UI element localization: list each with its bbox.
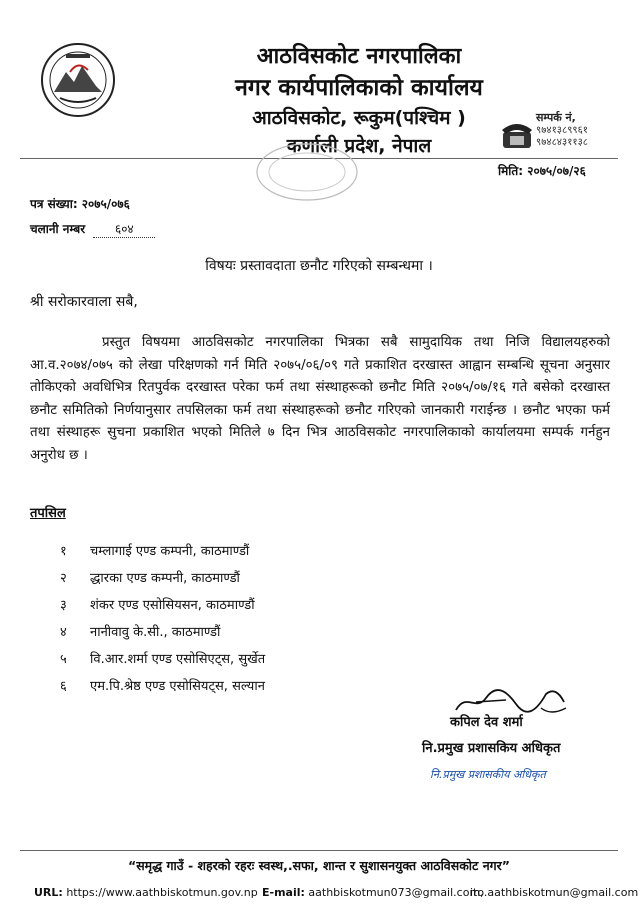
- contact-label: सम्पर्क नं,: [536, 111, 576, 124]
- list-item-number: ५: [60, 651, 67, 667]
- contact-number: ९७४१३८९९६१: [536, 125, 588, 136]
- footer-divider: [20, 850, 618, 851]
- signatory-title: नि.प्रमुख प्रशासकिय अधिकृत: [422, 741, 561, 756]
- email-link-secondary[interactable]: ito.aathbiskotmun@gmail.com: [470, 886, 638, 899]
- list-item-name: द्धारका एण्ड कम्पनी, काठमाण्डौं: [90, 570, 240, 586]
- list-item-name: चम्लागाई एण्ड कम्पनी, काठमाण्डौं: [90, 543, 250, 559]
- office-stamp: [252, 140, 362, 204]
- letter-date: मिति: २०७५/०७/२६: [498, 164, 586, 178]
- list-title: तपसिल: [30, 506, 66, 521]
- list-item-name: एम.पि.श्रेष्ठ एण्ड एसोसियट्स, सल्यान: [90, 678, 265, 694]
- footer-motto: “समृद्ध गाउँ - शहरको रहरः स्वस्थ,.सफा, शान्त र सुशासनयुक्त आठविसकोट नगर”: [127, 858, 510, 873]
- letter-body: [30, 332, 610, 467]
- list-item-number: २: [60, 570, 67, 586]
- list-item-name: नानीवावु के.सी., काठमाण्डौं: [90, 624, 221, 640]
- email-label: E-mail:: [262, 886, 305, 899]
- telephone-icon: [500, 120, 534, 150]
- list-item: [60, 617, 460, 644]
- letter-subject: विषयः प्रस्तावदाता छनौट गरिएको सम्बन्धमा ।: [205, 258, 433, 274]
- list-item: [60, 671, 460, 698]
- header-municipality: आठविसकोट नगरपालिका: [256, 44, 462, 69]
- letter-number: पत्र संख्या: २०७५/०७६: [30, 197, 130, 211]
- list-item-name: शंकर एण्ड एसोसियसन, काठमाण्डौं: [90, 597, 255, 613]
- list-item-number: १: [60, 543, 67, 559]
- list-item-number: ३: [60, 597, 67, 613]
- header-address: आठविसकोट, रूकुम(पश्चिम ): [252, 107, 466, 129]
- body-paragraph: प्रस्तुत विषयमा आठविसकोट नगरपालिका भित्रका सबै सामुदायिक तथा निजि विद्यालयहरुको आ.व.२०७४/०७५ को लेखा परिक्षणको गर्न मिति २०७५/०६/०९ गते प्रकाशित दरखास्त आह्वान सम्बन्धि सूचना अनुसार तोकिएको अवधिभित्र रितपुर्वक दरखास्त परेका फर्म तथा संस्थाहरूको छनौट मिति २०७५/०७/१६ गते बसेको दरखास्त छनौट समितिको निर्णयानुसार तपसिलका फर्म तथा संस्थाहरूको छनौट गरिएको जानकारी गराईन्छ । छनौट भएका फर्म तथा संस्थाहरू सुचना प्रकाशित भएको मितिले ७ दिन भित्र आठविसकोट नगरपालिकाको कार्यालयमा सम्पर्क गर्नहुन अनुरोध छ ।: [30, 335, 610, 463]
- dispatch-number: [30, 220, 155, 238]
- signatory-name: कपिल देव शर्मा: [450, 715, 523, 730]
- url-label: URL:: [34, 886, 63, 899]
- footer-url: [34, 886, 258, 899]
- footer-email: [262, 886, 484, 899]
- firm-list: [60, 536, 460, 698]
- contact-number: ९७४८४३११३८: [536, 137, 588, 148]
- list-item: [60, 590, 460, 617]
- header-province: कर्णाली प्रदेश, नेपाल: [286, 135, 432, 157]
- footer-email-secondary: [470, 886, 638, 899]
- salutation: श्री सरोकारवाला सबै,: [30, 294, 138, 310]
- list-item-number: ४: [60, 624, 67, 640]
- dispatch-label: चलानी नम्बर: [30, 222, 86, 236]
- list-item: [60, 536, 460, 563]
- contact-box: [536, 110, 618, 149]
- list-item: [60, 563, 460, 590]
- list-item-name: वि.आर.शर्मा एण्ड एसोसिएट्स, सुर्खेत: [90, 651, 266, 667]
- signatory-stamp: नि.प्रमुख प्रशासकीय अधिकृत: [430, 768, 546, 781]
- list-item: [60, 644, 460, 671]
- header-office: नगर कार्यपालिकाको कार्यालय: [235, 75, 483, 101]
- list-item-number: ६: [60, 678, 67, 694]
- email-link-primary[interactable]: aathbiskotmun073@gmail.com,: [308, 886, 484, 899]
- dispatch-value: ६०४: [93, 220, 155, 238]
- url-link[interactable]: https://www.aathbiskotmun.gov.np: [66, 886, 258, 899]
